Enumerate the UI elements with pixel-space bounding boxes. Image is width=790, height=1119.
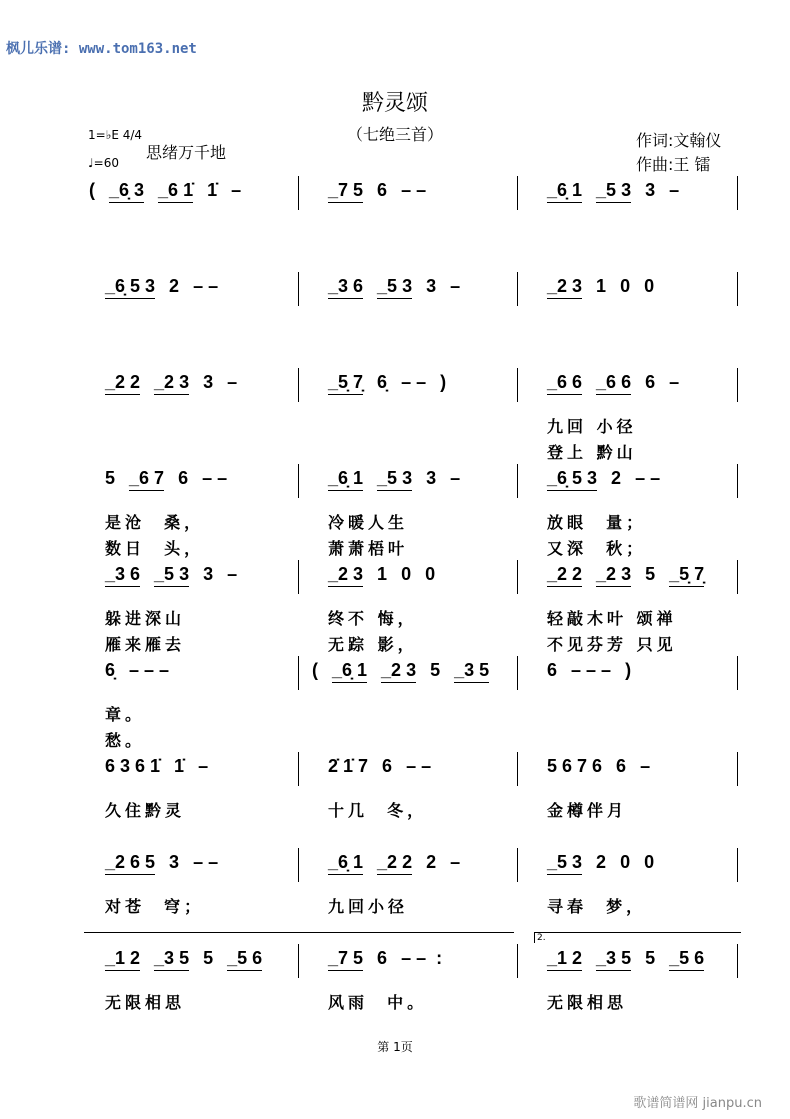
note-group: _2 3 bbox=[547, 276, 582, 299]
staff-row bbox=[0, 564, 790, 654]
note-group: _3 5 bbox=[596, 948, 631, 971]
barline bbox=[298, 464, 299, 498]
barline bbox=[737, 944, 738, 978]
note-group: 5 bbox=[645, 564, 656, 584]
barline bbox=[737, 368, 738, 402]
note-group: 3 bbox=[426, 468, 437, 488]
page-number: 第 1页 bbox=[377, 1040, 413, 1054]
note-group: 1 bbox=[596, 276, 607, 296]
measure bbox=[547, 852, 668, 875]
note-group: – – – bbox=[571, 660, 612, 680]
measure bbox=[328, 372, 460, 395]
note-group: – – – bbox=[129, 660, 170, 680]
note-group: _2 3 bbox=[328, 564, 363, 587]
note-group: _3 5 bbox=[154, 948, 189, 971]
note-group: _3 5 bbox=[454, 660, 489, 683]
staff-row bbox=[0, 756, 790, 820]
note-group: 5 bbox=[105, 468, 116, 488]
note-group: _5 6 bbox=[669, 948, 704, 971]
note-group: _6 1̇ bbox=[158, 180, 193, 203]
note-group: _3 6 bbox=[105, 564, 140, 587]
note-group: 6 3 6 1̇ bbox=[105, 756, 161, 776]
measure bbox=[105, 564, 251, 587]
staff-row bbox=[0, 372, 790, 462]
composer-credit: 作曲:王 镭 bbox=[636, 155, 711, 174]
barline bbox=[517, 656, 518, 690]
note-group: – bbox=[450, 468, 461, 488]
note-group: _3 6 bbox=[328, 276, 363, 299]
note-group: – bbox=[669, 180, 680, 200]
note-group: _2 2 bbox=[377, 852, 412, 875]
note-group: 1̇ bbox=[174, 756, 185, 776]
measure bbox=[105, 660, 183, 681]
measure bbox=[547, 468, 674, 491]
lyricist-credit: 作词:文翰仪 bbox=[636, 131, 722, 150]
barline bbox=[737, 560, 738, 594]
note-group: _2 2 bbox=[547, 564, 582, 587]
lyric-line-1: 风雨 中。 bbox=[328, 993, 428, 1012]
barline bbox=[737, 752, 738, 786]
lyric-line-2: 无踪 影， bbox=[328, 635, 418, 654]
note-group: 3 bbox=[645, 180, 656, 200]
barline bbox=[298, 272, 299, 306]
note-group: _6̣ 1 bbox=[328, 468, 363, 491]
staff-row bbox=[0, 180, 790, 232]
lyric-line-1: 冷暖人生 bbox=[328, 513, 409, 532]
measure bbox=[328, 180, 440, 203]
measure bbox=[547, 564, 718, 587]
song-title: 黔灵颂 bbox=[361, 91, 428, 116]
note-group: _1 2 bbox=[547, 948, 582, 971]
barline bbox=[517, 944, 518, 978]
note-group: – – bbox=[406, 756, 432, 776]
note-group: – bbox=[669, 372, 680, 392]
lyric-line-1: 对苍 穹； bbox=[105, 897, 205, 916]
note-group: – – bbox=[193, 276, 219, 296]
measure bbox=[105, 756, 222, 777]
watermark: 枫儿乐谱: www.tom163.net bbox=[6, 41, 197, 57]
volta-2-bracket: 2. bbox=[534, 932, 741, 943]
note-group: _5 3 bbox=[377, 468, 412, 491]
note-group: _6̣ 1 bbox=[547, 180, 582, 203]
volta-1-bracket bbox=[84, 932, 514, 943]
barline bbox=[517, 368, 518, 402]
note-group: _6̣ 5 3 bbox=[105, 276, 155, 299]
note-group: 2 bbox=[426, 852, 437, 872]
measure bbox=[312, 660, 503, 683]
note-group: 5 6 7 6 bbox=[547, 756, 603, 776]
note-group: 5 bbox=[645, 948, 656, 968]
measure bbox=[328, 852, 474, 875]
note-group: 6 bbox=[616, 756, 627, 776]
note-group: – bbox=[231, 180, 242, 200]
note-group: – bbox=[227, 564, 238, 584]
song-subtitle: （七绝三首） bbox=[346, 125, 443, 144]
measure bbox=[328, 564, 449, 587]
lyric-line-1: 无限相思 bbox=[547, 993, 628, 1012]
barline bbox=[517, 752, 518, 786]
barline bbox=[517, 176, 518, 210]
barline bbox=[517, 560, 518, 594]
note-group: _6̣ 1 bbox=[328, 852, 363, 875]
note-group: _6̣ 1 bbox=[332, 660, 367, 683]
note-group: 6̣ bbox=[377, 372, 388, 392]
note-group: _2 3 bbox=[381, 660, 416, 683]
note-group: _5̣ 7̣ bbox=[669, 564, 704, 587]
note-group: ( bbox=[312, 660, 318, 680]
lyric-line-1: 金樽伴月 bbox=[547, 801, 628, 820]
note-group: 3 bbox=[203, 372, 214, 392]
lyric-line-1: 章。 bbox=[105, 705, 146, 724]
measure bbox=[105, 468, 241, 491]
note-group: 2 bbox=[596, 852, 607, 872]
note-group: 0 bbox=[644, 852, 655, 872]
note-group: 1̇ bbox=[207, 180, 218, 200]
barline bbox=[737, 272, 738, 306]
note-group: 1 bbox=[377, 564, 388, 584]
staff-row bbox=[0, 852, 790, 916]
note-group: – – bbox=[635, 468, 661, 488]
barline bbox=[737, 176, 738, 210]
note-group: _5 3 bbox=[596, 180, 631, 203]
measure bbox=[547, 276, 668, 299]
note-group: – bbox=[640, 756, 651, 776]
lyric-line-2: 又深 秋； bbox=[547, 539, 647, 558]
note-group: – bbox=[450, 852, 461, 872]
note-group: 0 bbox=[620, 852, 631, 872]
barline bbox=[298, 944, 299, 978]
staff-row bbox=[0, 948, 790, 1012]
measure bbox=[328, 756, 445, 777]
note-group: – – bbox=[193, 852, 219, 872]
measure bbox=[547, 180, 693, 203]
lyric-line-2: 登上 黔山 bbox=[547, 443, 637, 462]
note-group: – – bbox=[401, 372, 427, 392]
note-group: _7 5 bbox=[328, 180, 363, 203]
barline bbox=[517, 848, 518, 882]
measure bbox=[89, 180, 255, 203]
note-group: 6 bbox=[377, 180, 388, 200]
lyric-line-2: 不见芬芳 只见 bbox=[547, 635, 677, 654]
lyric-line-1: 久住黔灵 bbox=[105, 801, 186, 820]
note-group: 6 bbox=[178, 468, 189, 488]
barline bbox=[298, 560, 299, 594]
note-group: 3 bbox=[203, 564, 214, 584]
note-group: 5 bbox=[203, 948, 214, 968]
note-group: – – bbox=[401, 180, 427, 200]
lyric-line-1: 九回小径 bbox=[328, 897, 409, 916]
note-group: _5 3 bbox=[377, 276, 412, 299]
barline bbox=[298, 848, 299, 882]
lyric-line-1: 九回 小径 bbox=[547, 417, 637, 436]
measure bbox=[105, 948, 276, 971]
measure bbox=[547, 948, 718, 971]
note-group: _6 6 bbox=[547, 372, 582, 395]
measure bbox=[328, 468, 474, 491]
key-signature: 1=♭E 4/4 bbox=[88, 128, 143, 142]
note-group: _1 2 bbox=[105, 948, 140, 971]
lyric-line-1: 躲进深山 bbox=[105, 609, 186, 628]
note-group: – bbox=[198, 756, 209, 776]
barline bbox=[298, 752, 299, 786]
note-group: _2 3 bbox=[154, 372, 189, 395]
barline bbox=[517, 464, 518, 498]
note-group: – bbox=[450, 276, 461, 296]
staff-row bbox=[0, 468, 790, 558]
note-group: 0 bbox=[425, 564, 436, 584]
note-group: _6 7 bbox=[129, 468, 164, 491]
note-group: _6̣ 5 3 bbox=[547, 468, 597, 491]
note-group: _5 3 bbox=[154, 564, 189, 587]
note-group: 2 bbox=[611, 468, 622, 488]
note-group: 6 bbox=[377, 948, 388, 968]
note-group: _7 5 bbox=[328, 948, 363, 971]
note-group: – – : bbox=[401, 948, 443, 968]
barline bbox=[737, 656, 738, 690]
note-group: 0 bbox=[401, 564, 412, 584]
note-group: – bbox=[227, 372, 238, 392]
lyric-line-1: 十几 冬， bbox=[328, 801, 428, 820]
note-group: _5 6 bbox=[227, 948, 262, 971]
note-group: 6 bbox=[645, 372, 656, 392]
note-group: _2 2 bbox=[105, 372, 140, 395]
lyric-line-1: 无限相思 bbox=[105, 993, 186, 1012]
measure bbox=[328, 948, 456, 971]
note-group: _6̣ 3 bbox=[109, 180, 144, 203]
lyric-line-1: 寻春 梦， bbox=[547, 897, 647, 916]
measure bbox=[105, 372, 251, 395]
note-group: 6 bbox=[382, 756, 393, 776]
barline bbox=[737, 848, 738, 882]
barline bbox=[298, 656, 299, 690]
note-group: ) bbox=[625, 660, 632, 680]
barline bbox=[298, 368, 299, 402]
barline bbox=[517, 272, 518, 306]
lyric-line-2: 雁来雁去 bbox=[105, 635, 186, 654]
staff-row bbox=[0, 660, 790, 750]
note-group: 5 bbox=[430, 660, 441, 680]
measure bbox=[105, 276, 232, 299]
lyric-line-2: 数日 头， bbox=[105, 539, 205, 558]
note-group: 2 bbox=[169, 276, 180, 296]
note-group: _2 3 bbox=[596, 564, 631, 587]
barline bbox=[298, 176, 299, 210]
staff-row bbox=[0, 276, 790, 328]
note-group: _2 6 5 bbox=[105, 852, 155, 875]
note-group: ) bbox=[440, 372, 447, 392]
note-group: 0 bbox=[644, 276, 655, 296]
note-group: 3 bbox=[169, 852, 180, 872]
measure bbox=[547, 756, 664, 777]
note-group: _6 6 bbox=[596, 372, 631, 395]
note-group: 6̣ bbox=[105, 660, 116, 680]
lyric-line-2: 萧萧梧叶 bbox=[328, 539, 409, 558]
note-group: – – bbox=[202, 468, 228, 488]
measure bbox=[328, 276, 474, 299]
note-group: 0 bbox=[620, 276, 631, 296]
barline bbox=[737, 464, 738, 498]
lyric-line-1: 是沧 桑， bbox=[105, 513, 205, 532]
measure bbox=[547, 660, 645, 681]
expression-marking: 思绪万千地 bbox=[146, 143, 227, 162]
lyric-line-1: 终不 悔， bbox=[328, 609, 418, 628]
note-group: _5 3 bbox=[547, 852, 582, 875]
lyric-line-1: 放眼 量； bbox=[547, 513, 647, 532]
note-group: _5̣ 7̣ bbox=[328, 372, 363, 395]
note-group: ( bbox=[89, 180, 95, 200]
note-group: 2̇ 1̇ 7 bbox=[328, 756, 369, 776]
lyric-line-1: 轻敲木叶 颂禅 bbox=[547, 609, 677, 628]
site-logo: 歌谱简谱网 jianpu.cn bbox=[633, 1096, 762, 1111]
lyric-line-2: 愁。 bbox=[105, 731, 146, 750]
note-group: 6 bbox=[547, 660, 558, 680]
tempo-marking: ♩=60 bbox=[88, 156, 119, 170]
note-group: 3 bbox=[426, 276, 437, 296]
measure bbox=[105, 852, 232, 875]
measure bbox=[547, 372, 693, 395]
